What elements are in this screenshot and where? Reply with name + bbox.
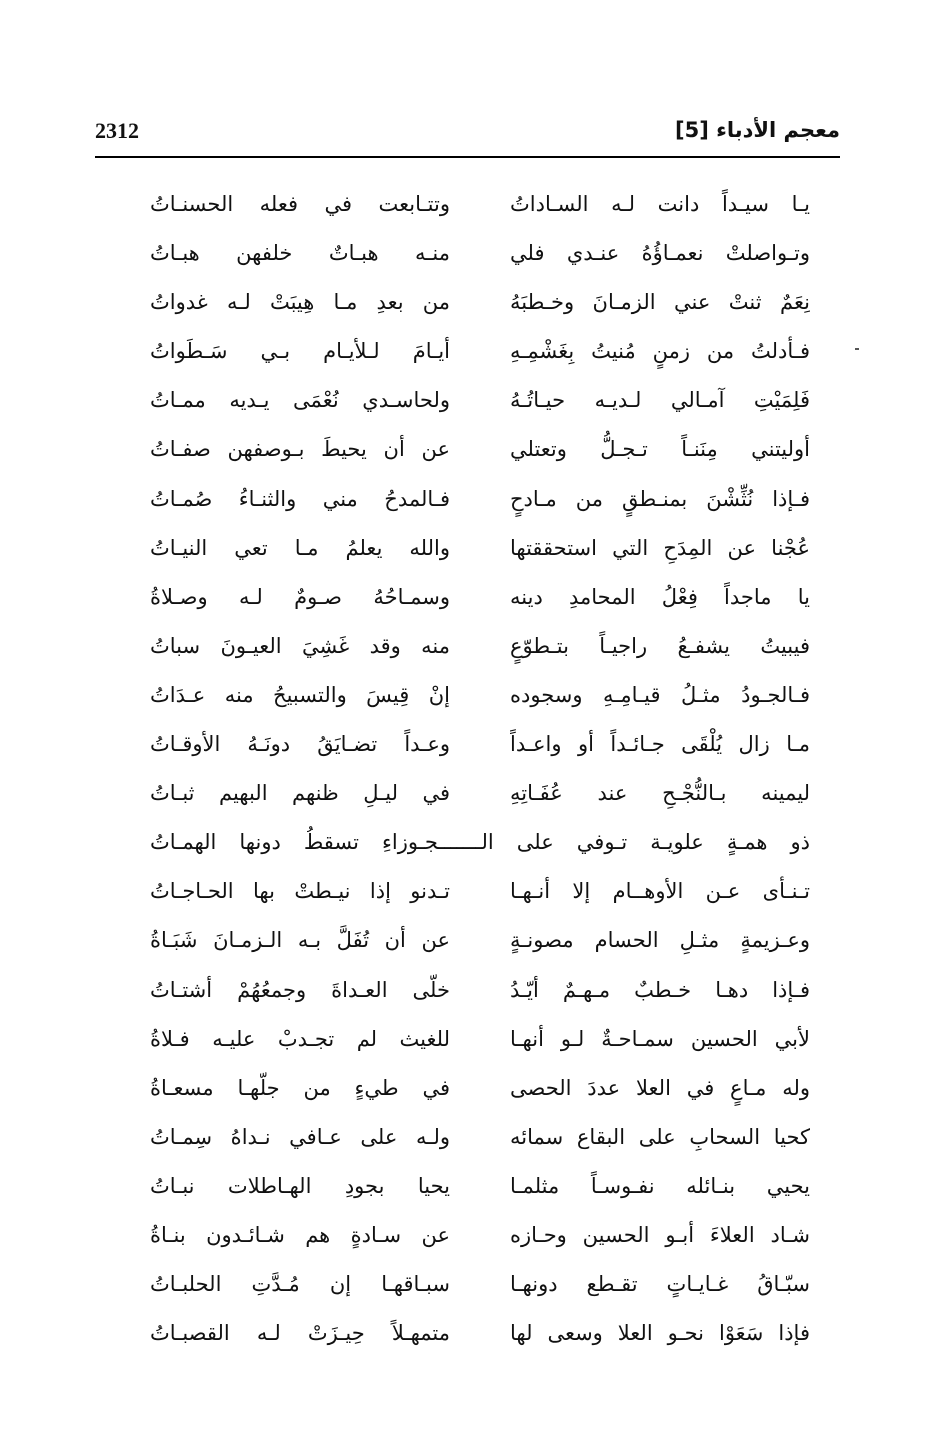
verse-second-hemistich: خلّى العـداةَ وجمعُهُمْ أشتـاتُ bbox=[150, 977, 450, 1002]
verse-line bbox=[150, 1113, 810, 1162]
verse-line bbox=[150, 1015, 810, 1064]
verse-first-hemistich: فـأدلتُ من زمنٍ مُنيتُ بِغَشْمِـهِ bbox=[510, 339, 810, 364]
verse-line bbox=[150, 1211, 810, 1260]
verse-first-hemistich: يـا سيـداً دانت لـه السـاداتُ bbox=[510, 192, 810, 216]
verse-line bbox=[150, 229, 810, 278]
verse-line bbox=[150, 278, 810, 327]
verse-second-hemistich: عن سـادةٍ هم شـائـدون بنـاةُ bbox=[150, 1222, 450, 1247]
verse-second-hemistich: تـدنو إذا نيـطتْ بها الحـاجـاتُ bbox=[150, 879, 450, 904]
verse-line bbox=[150, 867, 810, 916]
verse-first-hemistich: فـإذا نُثِّشْنَ بمنـطقٍ من مـادحٍ bbox=[510, 486, 810, 511]
verse-line bbox=[150, 425, 810, 474]
verse-second-hemistich: متمهـلاً حِيـزَتْ لـه القصبـاتُ bbox=[150, 1321, 450, 1346]
verse-second-hemistich: إنْ قِيسَ والتسبيحُ منه عـدَاتُ bbox=[150, 682, 450, 707]
verse-line bbox=[150, 818, 810, 867]
verse-second-hemistich: للغيث لم تجـدبْ عليـه فـلاةُ bbox=[150, 1026, 450, 1051]
verse-line bbox=[150, 524, 810, 573]
verse-line bbox=[150, 1162, 810, 1211]
verse-second-hemistich: وسمـاحُهُ صـومٌ لـه وصـلاةُ bbox=[150, 584, 450, 609]
verse-second-hemistich: فـالمدحُ مني والثنـاءُ صُمـاتُ bbox=[150, 486, 450, 511]
verse-second-hemistich: عن أن يحيطَ بـوصفهن صفـاتُ bbox=[150, 437, 450, 462]
verse-line bbox=[150, 376, 810, 425]
verse-second-hemistich: يحيا بجودِ الهـاطلات نبـاتُ bbox=[150, 1173, 450, 1198]
verse-first-hemistich: ليمينه بـالنُّجْـحِ عند عُفَـاتِهِ bbox=[510, 781, 810, 806]
verse-second-hemistich: منه وقد غَشِيَ العيـونَ سباتُ bbox=[150, 633, 450, 658]
verse-first-hemistich: كحيا السحابِ على البقاع سمائه bbox=[510, 1124, 810, 1149]
verse-first-hemistich: يحيي بنـائله نفـوسـاً مثلمـا bbox=[510, 1173, 810, 1198]
verse-line bbox=[150, 671, 810, 720]
verse-line bbox=[150, 622, 810, 671]
verse-line bbox=[150, 1309, 810, 1358]
verse-first-hemistich: وله مـاعٍ في العلا عددَ الحصى bbox=[510, 1075, 810, 1100]
verse-line bbox=[150, 916, 810, 965]
verse-first-hemistich: فإذا سَعَوْا نحـو العلا وسعى لها bbox=[510, 1321, 810, 1346]
verse-second-hemistich: وتتـابعت في فعله الحسنـاتُ bbox=[150, 192, 450, 216]
verse-second-hemistich: ولـه على عـافي نـداهُ سِمـاتُ bbox=[150, 1124, 450, 1149]
verse-first-hemistich: فَلِمَيْتِ آمـالي لـديـه حيـاتُـهُ bbox=[510, 388, 810, 413]
verse-line bbox=[150, 475, 810, 524]
verse-first-hemistich: وعـزيمةٍ مثـلِ الحسام مصونـةٍ bbox=[510, 928, 810, 953]
verse-first-hemistich: أوليتني مِنَنـاً تـجـلُّ وتعتلي bbox=[510, 437, 810, 462]
verse-line bbox=[150, 720, 810, 769]
verse-first-hemistich: شـاد العلاءَ أبـو الحسين وحـازه bbox=[510, 1222, 810, 1247]
verse-first-hemistich: تـنـأى عـن الأوهــام إلا أنـهـا bbox=[510, 879, 810, 904]
verse-second-hemistich: والله يعلمُ مـا تعي النيـاتُ bbox=[150, 535, 450, 560]
verse-first-hemistich: مـا زال يُلْقَى جـائـداً أو واعـداً bbox=[510, 732, 810, 757]
verse-second-hemistich: منـه هبـاتٌ خلفهن هبـاتُ bbox=[150, 241, 450, 266]
verse-second-hemistich: سبـاقهـا إن مُـدَّتِ الحلبـاتُ bbox=[150, 1272, 450, 1297]
verse-first-hemistich: فـالجـودُ مثـلُ قيـامِـهِ وسجوده bbox=[510, 682, 810, 707]
verse-second-hemistich: من بعدِ مـا هِيبَتْ لـه غدواتُ bbox=[150, 290, 450, 315]
verse-line bbox=[150, 1064, 810, 1113]
verse-line bbox=[150, 769, 810, 818]
verse-second-hemistich: وعـداً تضـايَقُ دونَـهُ الأوقـاتُ bbox=[150, 732, 450, 757]
verse-line bbox=[150, 180, 810, 229]
verse-line bbox=[150, 573, 810, 622]
verse-line bbox=[150, 966, 810, 1015]
verse-second-hemistich: ولحاسـدي نُعْمَى يـديه ممـاتُ bbox=[150, 388, 450, 413]
verse-first-hemistich: نِعَمٌ ثنتْ عني الزمـانَ وخـطبَهُ bbox=[510, 290, 810, 315]
verse-second-hemistich: في ليـلِ ظنهم البهيم ثبـاتُ bbox=[150, 781, 450, 806]
running-head-title: معجم الأدباء [5] bbox=[674, 118, 840, 142]
verse-full-line: ذو همـةٍ علويـة تـوفي على الـــــــجـوزاءِ تسقطُ دونها الهمـاتُ bbox=[150, 830, 810, 855]
verse-first-hemistich: فـإذا دهـا خـطبٌ مـهـمٌ أيّـدُ bbox=[510, 977, 810, 1002]
margin-mark bbox=[855, 348, 859, 350]
page-number: 2312 bbox=[95, 118, 139, 143]
verse-line bbox=[150, 1260, 810, 1309]
verse-first-hemistich: لأبي الحسين سمـاحـةٌ لـو أنهـا bbox=[510, 1026, 810, 1051]
verse-second-hemistich: في طيءٍ من جلّهـا مسعـاةُ bbox=[150, 1075, 450, 1100]
verse-first-hemistich: يا ماجداً فِعْلُ المحامدِ دينه bbox=[510, 584, 810, 609]
verse-first-hemistich: عُجْنا عن المِدَحِ التي استحققتها bbox=[510, 535, 810, 560]
verse-first-hemistich: سبّـاقُ غـايـاتٍ تقـطع دونهـا bbox=[510, 1272, 810, 1297]
verse-second-hemistich: أيـامَ لـلأيـام بـي سَـطَواتُ bbox=[150, 339, 450, 364]
verse-line bbox=[150, 327, 810, 376]
verse-second-hemistich: عن أن تُفَلَّ بـه الـزمـانَ شَبَـاةُ bbox=[150, 928, 450, 953]
verse-first-hemistich: فيبيتُ يشفـعُ راجيـاً بتـطوّعٍ bbox=[510, 633, 810, 658]
verse-first-hemistich: وتـواصلتْ نعمـاؤُهُ عنـدي فلي bbox=[510, 241, 810, 266]
poem-body bbox=[150, 180, 810, 1358]
page-header bbox=[95, 110, 840, 158]
